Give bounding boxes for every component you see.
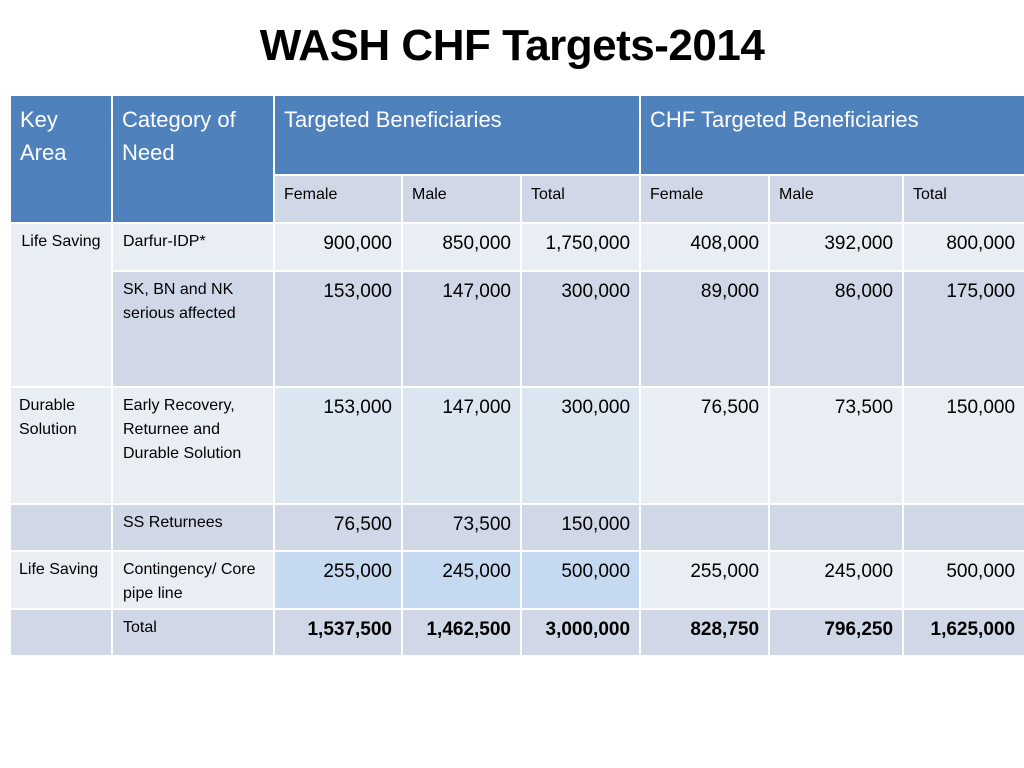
total-value-cell: 3,000,000 — [521, 609, 640, 656]
value-cell — [640, 504, 769, 551]
header-key-area: Key Area — [10, 95, 112, 223]
key-area-cell — [10, 504, 112, 551]
value-cell: 76,500 — [640, 387, 769, 504]
value-cell: 147,000 — [402, 387, 521, 504]
category-cell: SK, BN and NK serious affected — [112, 271, 274, 387]
value-cell: 392,000 — [769, 223, 903, 271]
subheader-chf-female: Female — [640, 175, 769, 223]
table-row — [10, 223, 1024, 271]
page-title: WASH CHF Targets-2014 — [259, 21, 765, 70]
value-cell: 300,000 — [521, 271, 640, 387]
subheader-chf-male: Male — [769, 175, 903, 223]
value-cell: 73,500 — [769, 387, 903, 504]
value-cell: 500,000 — [521, 551, 640, 609]
value-cell: 500,000 — [903, 551, 1024, 609]
value-cell: 850,000 — [402, 223, 521, 271]
value-cell — [903, 504, 1024, 551]
total-label: Total — [112, 609, 274, 656]
table-row — [10, 551, 1024, 609]
key-area-cell: Life Saving — [10, 223, 112, 387]
category-cell: Darfur-IDP* — [112, 223, 274, 271]
value-cell: 86,000 — [769, 271, 903, 387]
category-cell: Contingency/ Core pipe line — [112, 551, 274, 609]
total-value-cell: 1,462,500 — [402, 609, 521, 656]
value-cell: 150,000 — [903, 387, 1024, 504]
subheader-male: Male — [402, 175, 521, 223]
value-cell: 76,500 — [274, 504, 402, 551]
key-area-cell: Durable Solution — [10, 387, 112, 504]
subheader-chf-total: Total — [903, 175, 1024, 223]
targets-table — [9, 94, 1024, 657]
value-cell — [769, 504, 903, 551]
key-area-cell — [10, 609, 112, 656]
table-row — [10, 504, 1024, 551]
header-row — [10, 95, 1024, 175]
category-cell: Early Recovery, Returnee and Durable Solution — [112, 387, 274, 504]
key-area-cell: Life Saving — [10, 551, 112, 609]
total-row — [10, 609, 1024, 656]
value-cell: 408,000 — [640, 223, 769, 271]
value-cell: 89,000 — [640, 271, 769, 387]
header-chf-targeted-beneficiaries: CHF Targeted Beneficiaries — [640, 95, 1024, 175]
header-category: Category of Need — [112, 95, 274, 223]
table-row — [10, 271, 1024, 387]
value-cell: 255,000 — [274, 551, 402, 609]
value-cell: 245,000 — [402, 551, 521, 609]
value-cell: 73,500 — [402, 504, 521, 551]
total-value-cell: 796,250 — [769, 609, 903, 656]
header-targeted-beneficiaries: Targeted Beneficiaries — [274, 95, 640, 175]
total-value-cell: 828,750 — [640, 609, 769, 656]
value-cell: 175,000 — [903, 271, 1024, 387]
total-value-cell: 1,537,500 — [274, 609, 402, 656]
value-cell: 150,000 — [521, 504, 640, 551]
category-cell: SS Returnees — [112, 504, 274, 551]
value-cell: 245,000 — [769, 551, 903, 609]
value-cell: 153,000 — [274, 271, 402, 387]
total-value-cell: 1,625,000 — [903, 609, 1024, 656]
value-cell: 255,000 — [640, 551, 769, 609]
value-cell: 900,000 — [274, 223, 402, 271]
value-cell: 153,000 — [274, 387, 402, 504]
value-cell: 800,000 — [903, 223, 1024, 271]
value-cell: 147,000 — [402, 271, 521, 387]
subheader-female: Female — [274, 175, 402, 223]
table-row — [10, 387, 1024, 504]
subheader-total: Total — [521, 175, 640, 223]
value-cell: 1,750,000 — [521, 223, 640, 271]
value-cell: 300,000 — [521, 387, 640, 504]
